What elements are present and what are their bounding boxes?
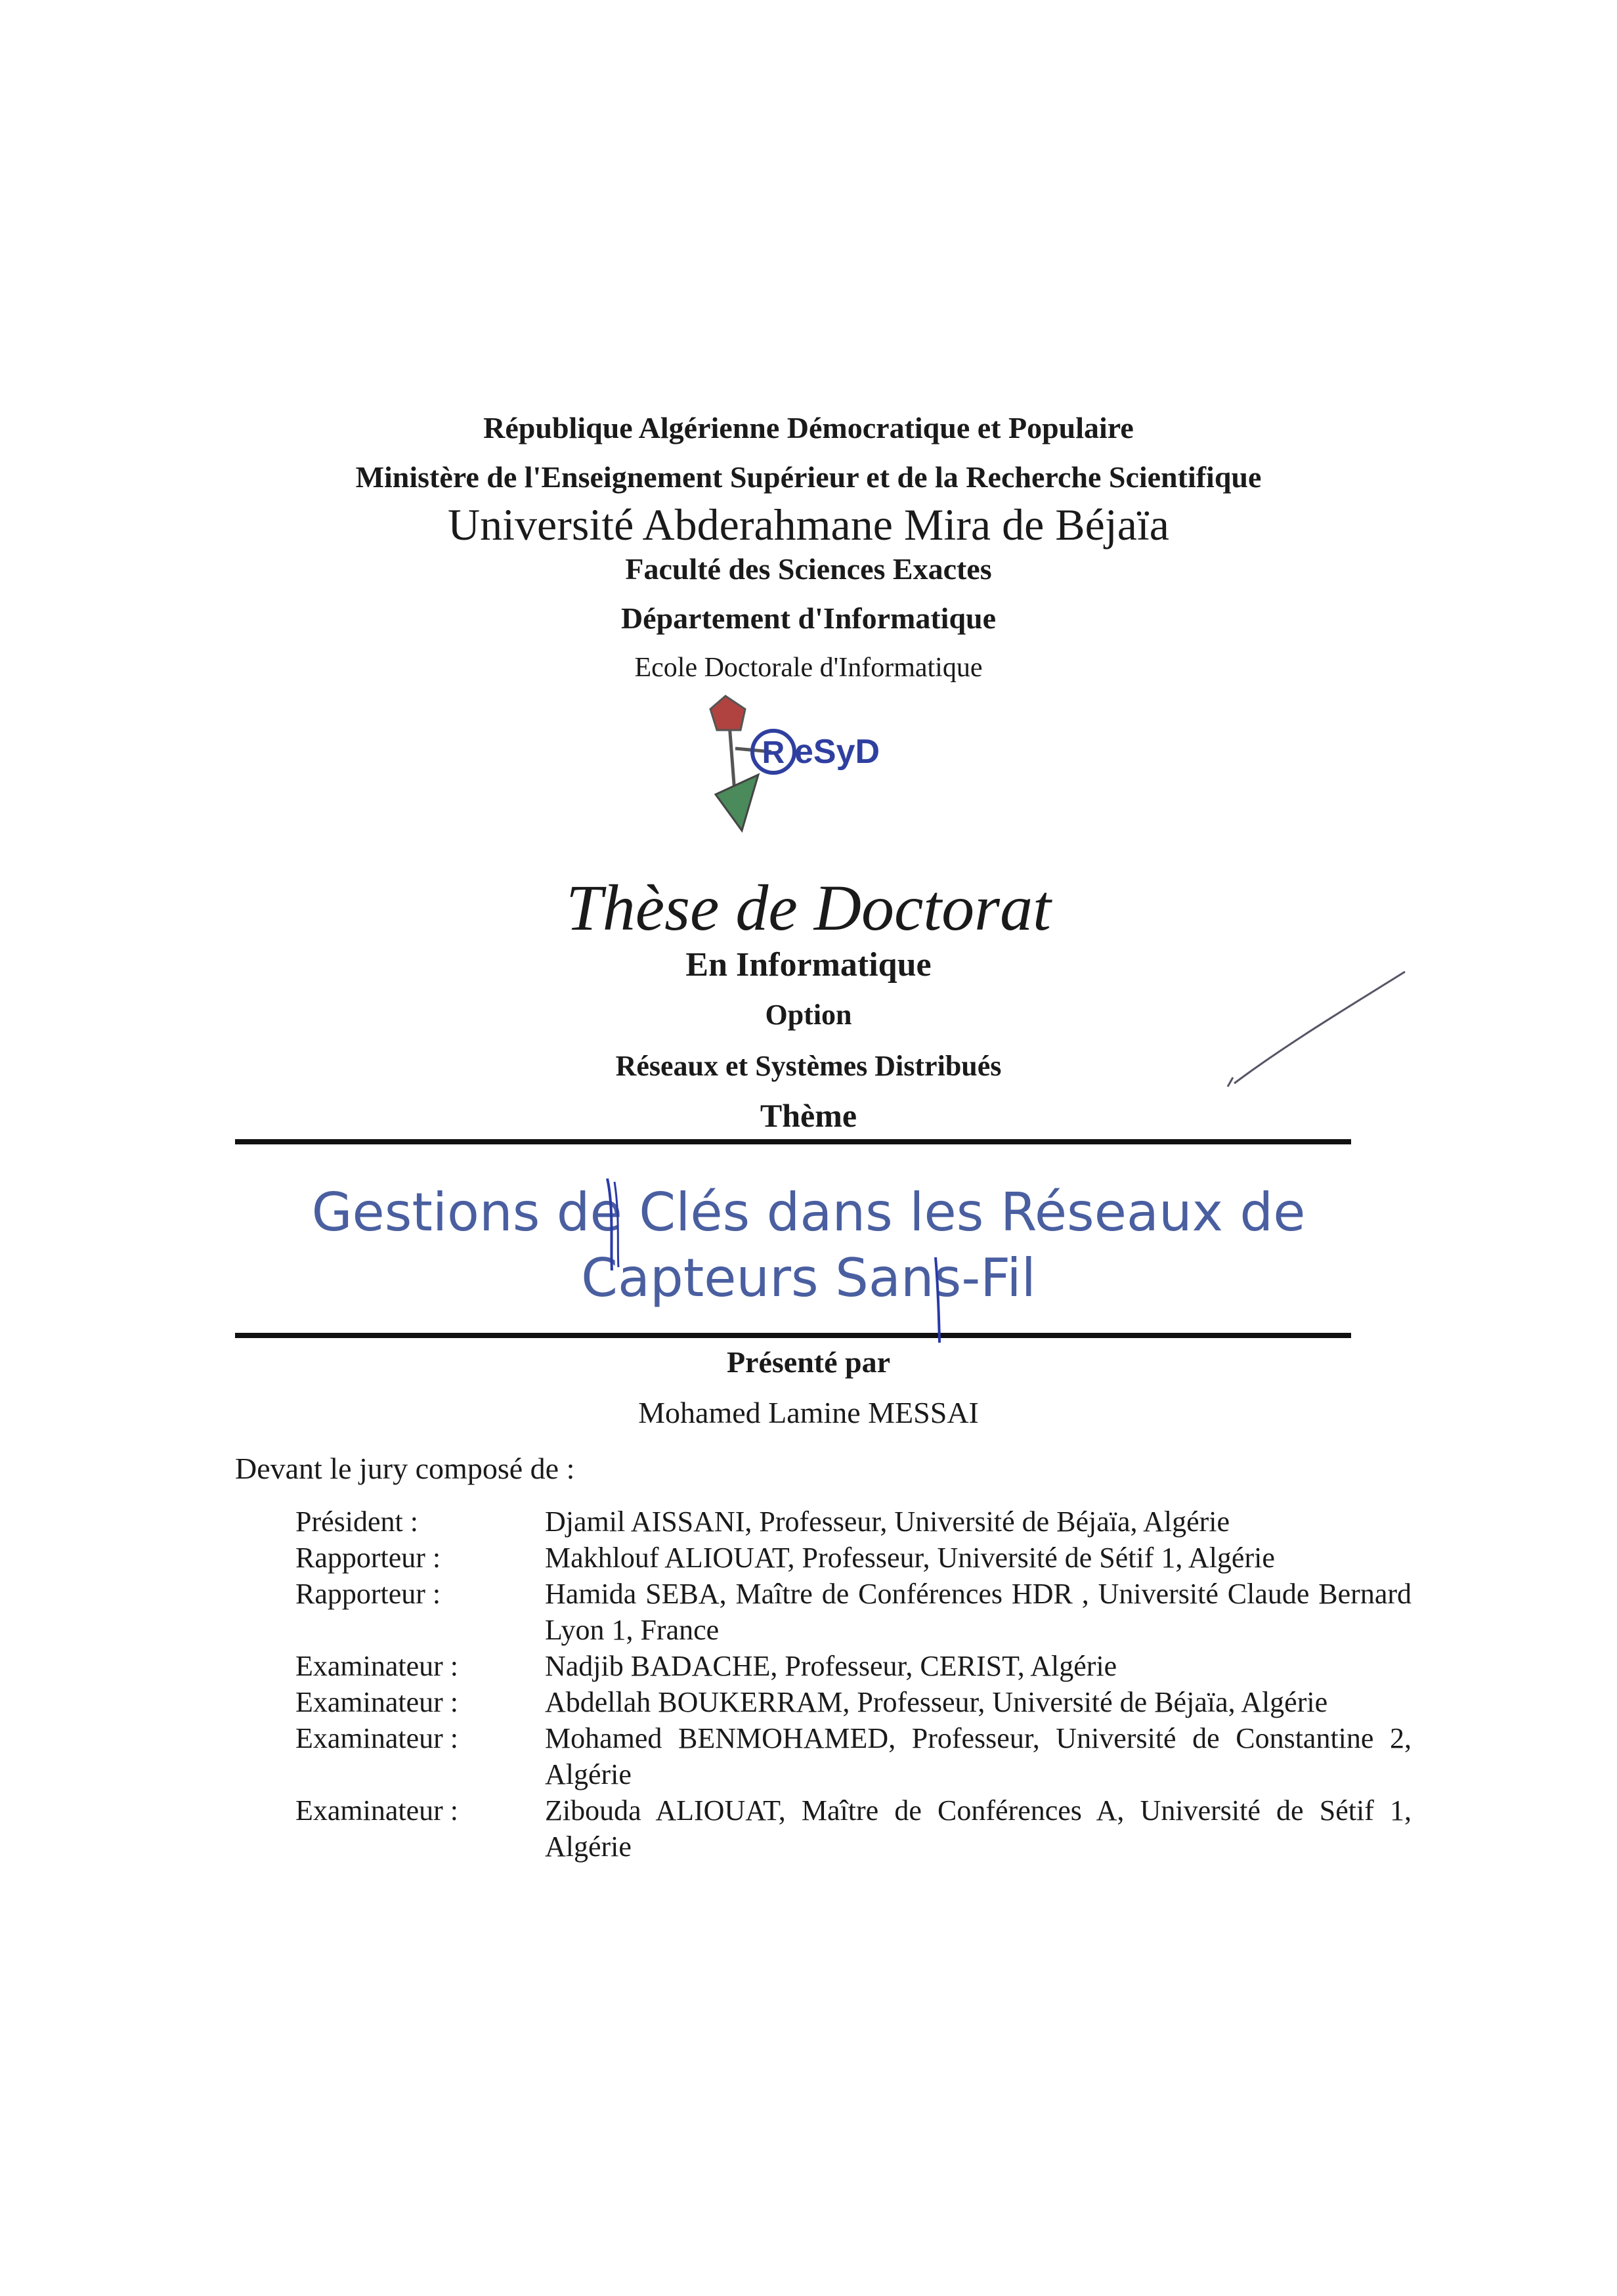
jury-role: Rapporteur :	[295, 1542, 441, 1574]
option-value: Réseaux et Systèmes Distribués	[615, 1050, 1002, 1082]
thesis-type: Thèse de Doctorat	[566, 871, 1051, 944]
jury-member-row	[295, 1720, 1412, 1792]
jury-member-details: Zibouda ALIOUAT, Maître de Conférences A, Université de Sétif 1, Algérie	[545, 1794, 1412, 1863]
jury-role: Examinateur :	[295, 1794, 459, 1827]
jury-member-details: Nadjib BADACHE, Professeur, CERIST, Algérie	[545, 1650, 1117, 1682]
jury-role: Examinateur :	[295, 1722, 459, 1754]
ministry-line: Ministère de l'Enseignement Supérieur et de la Recherche Scientifique	[355, 460, 1262, 494]
jury-member-details: Makhlouf ALIOUAT, Professeur, Université de Sétif 1, Algérie	[545, 1542, 1275, 1574]
faculty-name: Faculté des Sciences Exactes	[625, 552, 992, 586]
thesis-field: En Informatique	[685, 946, 932, 984]
jury-role: Examinateur :	[295, 1686, 459, 1718]
doctoral-school-name: Ecole Doctorale d'Informatique	[634, 653, 983, 683]
presenter-label: Présenté par	[726, 1345, 891, 1379]
logo-triangle-shape	[716, 775, 758, 831]
jury-member-row	[295, 1792, 1412, 1865]
logo-wordmark: eSyD	[794, 733, 880, 771]
jury-member-details: Hamida SEBA, Maître de Conférences HDR , Université Claude Bernard Lyon 1, France	[545, 1578, 1412, 1646]
thesis-title-line-2: Capteurs Sans-Fil	[581, 1247, 1036, 1309]
jury-role: Rapporteur :	[295, 1578, 441, 1610]
republic-line: République Algérienne Démocratique et Populaire	[483, 411, 1134, 444]
top-rule-divider	[235, 1139, 1351, 1144]
author-name: Mohamed Lamine MESSAI	[638, 1396, 979, 1429]
jury-member-row	[295, 1648, 1412, 1684]
jury-role: Président :	[295, 1505, 418, 1538]
jury-list	[295, 1504, 1412, 1865]
jury-member-row	[295, 1576, 1412, 1648]
department-name: Département d'Informatique	[620, 601, 997, 635]
theme-label: Thème	[760, 1097, 857, 1134]
jury-member-details: Abdellah BOUKERRAM, Professeur, Université de Béjaïa, Algérie	[545, 1686, 1328, 1718]
university-name: Université Abderahmane Mira de Béjaïa	[448, 500, 1169, 550]
jury-member-details: Mohamed BENMOHAMED, Professeur, Université de Constantine 2, Algérie	[545, 1722, 1412, 1790]
jury-intro: Devant le jury composé de :	[235, 1452, 575, 1485]
logo-pentagon-shape	[710, 696, 745, 730]
jury-member-row	[295, 1684, 1412, 1720]
resyd-logo	[696, 689, 886, 840]
bottom-rule-divider	[235, 1333, 1351, 1338]
jury-member-row	[295, 1504, 1412, 1540]
option-label: Option	[765, 999, 852, 1031]
thesis-title-line-1: Gestions de Clés dans les Réseaux de	[311, 1182, 1306, 1243]
logo-r-letter: R	[762, 735, 785, 770]
jury-member-details: Djamil AISSANI, Professeur, Université de Béjaïa, Algérie	[545, 1505, 1230, 1538]
jury-role: Examinateur :	[295, 1650, 459, 1682]
jury-member-row	[295, 1540, 1412, 1576]
